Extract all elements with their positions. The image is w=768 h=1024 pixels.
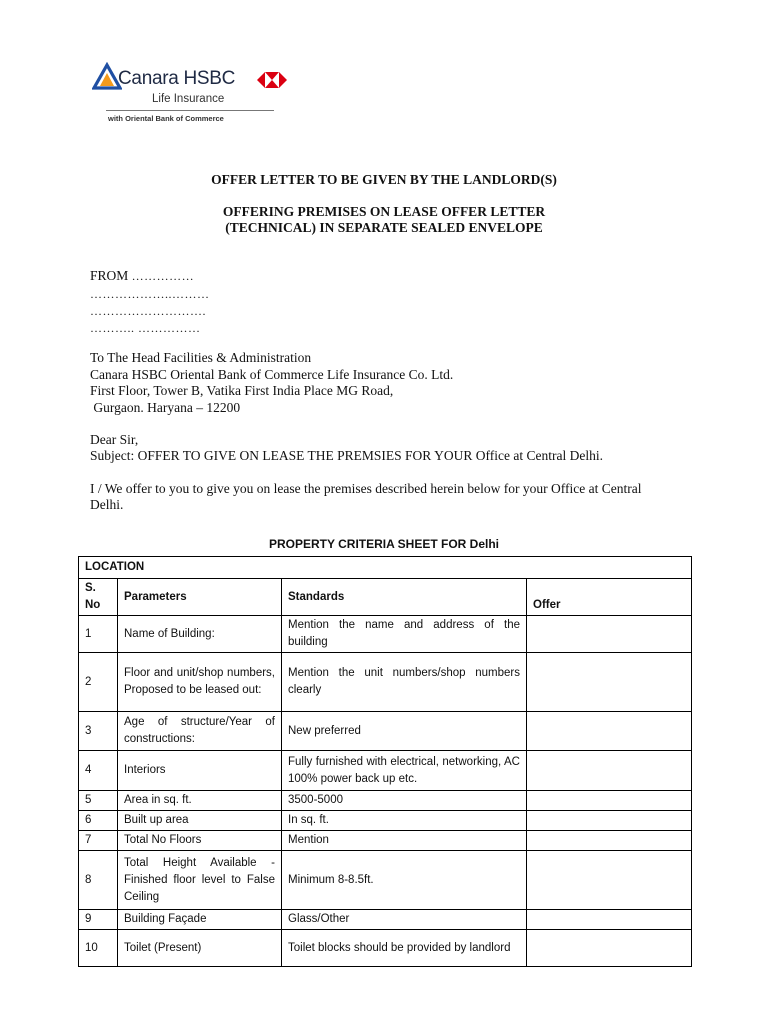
row-parameter: Toilet (Present)	[118, 930, 282, 967]
row-offer-cell[interactable]	[527, 791, 692, 811]
row-offer-cell[interactable]	[527, 811, 692, 831]
logo-subtitle: Life Insurance	[152, 93, 225, 105]
document-title: OFFER LETTER TO BE GIVEN BY THE LANDLORD(S)	[211, 172, 557, 187]
table-row	[79, 831, 692, 851]
salutation: Dear Sir,	[90, 432, 139, 447]
row-parameter: Total Height Available - Finished floor level to False Ceiling	[118, 851, 282, 910]
subject-line: Subject: OFFER TO GIVE ON LEASE THE PREMSIES FOR YOUR Office at Central Delhi.	[90, 448, 603, 463]
row-parameter: Name of Building:	[118, 616, 282, 653]
table-row	[79, 930, 692, 967]
logo-divider	[106, 110, 274, 111]
row-sno: 5	[79, 791, 118, 811]
row-parameter: Interiors	[118, 751, 282, 791]
row-offer-cell[interactable]	[527, 910, 692, 930]
location-label: LOCATION	[79, 557, 692, 579]
row-parameter: Total No Floors	[118, 831, 282, 851]
row-standard: Mention the unit numbers/shop numbers clearly	[282, 653, 527, 712]
address-line-1: To The Head Facilities & Administration	[90, 350, 312, 365]
row-standard: Mention the name and address of the building	[282, 616, 527, 653]
row-offer-cell[interactable]	[527, 712, 692, 751]
table-row	[79, 851, 692, 910]
row-parameter: Area in sq. ft.	[118, 791, 282, 811]
row-standard: In sq. ft.	[282, 811, 527, 831]
from-dots-1: ……………	[131, 269, 195, 283]
row-standard: Glass/Other	[282, 910, 527, 930]
company-logo	[92, 62, 292, 124]
header-standards: Standards	[282, 579, 527, 616]
table-row	[79, 910, 692, 930]
body-line-2: Delhi.	[90, 497, 124, 512]
property-criteria-table	[78, 556, 692, 967]
row-parameter: Building Façade	[118, 910, 282, 930]
row-offer-cell[interactable]	[527, 653, 692, 712]
row-standard: Mention	[282, 831, 527, 851]
row-standard: Fully furnished with electrical, networking, AC 100% power back up etc.	[282, 751, 527, 791]
row-offer-cell[interactable]	[527, 831, 692, 851]
body-line-1: I / We offer to you to give you on lease the premises described herein below for your Office at Central	[90, 481, 642, 496]
row-parameter: Built up area	[118, 811, 282, 831]
row-offer-cell[interactable]	[527, 930, 692, 967]
row-offer-cell[interactable]	[527, 851, 692, 910]
logo-name: Canara HSBC	[118, 68, 236, 89]
location-row	[79, 557, 692, 579]
row-standard: Toilet blocks should be provided by landlord	[282, 930, 527, 967]
from-dots-2: ………………..………	[90, 287, 210, 301]
row-sno: 7	[79, 831, 118, 851]
table-row	[79, 751, 692, 791]
hsbc-hexagon-icon	[257, 72, 287, 88]
logo-tagline: with Oriental Bank of Commerce	[108, 114, 224, 123]
row-sno: 1	[79, 616, 118, 653]
document-subtitle-1: OFFERING PREMISES ON LEASE OFFER LETTER	[222, 204, 546, 219]
table-row	[79, 616, 692, 653]
from-dots-4: ……….. ……………	[90, 321, 201, 335]
row-offer-cell[interactable]	[527, 616, 692, 653]
from-line	[90, 268, 194, 284]
from-label: FROM	[90, 268, 129, 283]
row-sno: 9	[79, 910, 118, 930]
row-standard: 3500-5000	[282, 791, 527, 811]
row-sno: 2	[79, 653, 118, 712]
from-dots-3: ……………………….	[90, 304, 206, 318]
criteria-sheet-title: PROPERTY CRITERIA SHEET FOR Delhi	[268, 537, 500, 551]
table-row	[79, 791, 692, 811]
address-line-2: Canara HSBC Oriental Bank of Commerce Life Insurance Co. Ltd.	[90, 367, 454, 382]
row-sno: 4	[79, 751, 118, 791]
address-line-3: First Floor, Tower B, Vatika First India Place MG Road,	[90, 383, 394, 398]
header-offer: Offer	[527, 579, 692, 616]
row-offer-cell[interactable]	[527, 751, 692, 791]
header-parameters: Parameters	[118, 579, 282, 616]
row-sno: 6	[79, 811, 118, 831]
row-sno: 10	[79, 930, 118, 967]
table-row	[79, 653, 692, 712]
row-parameter: Floor and unit/shop numbers, Proposed to be leased out:	[118, 653, 282, 712]
address-line-4: Gurgaon. Haryana – 12200	[90, 400, 241, 415]
table-row	[79, 811, 692, 831]
row-standard: New preferred	[282, 712, 527, 751]
row-sno: 8	[79, 851, 118, 910]
table-row	[79, 712, 692, 751]
header-sno: S. No	[79, 579, 118, 616]
table-header-row	[79, 579, 692, 616]
row-sno: 3	[79, 712, 118, 751]
row-parameter: Age of structure/Year of constructions:	[118, 712, 282, 751]
document-subtitle-2: (TECHNICAL) IN SEPARATE SEALED ENVELOPE	[225, 220, 543, 235]
row-standard: Minimum 8-8.5ft.	[282, 851, 527, 910]
